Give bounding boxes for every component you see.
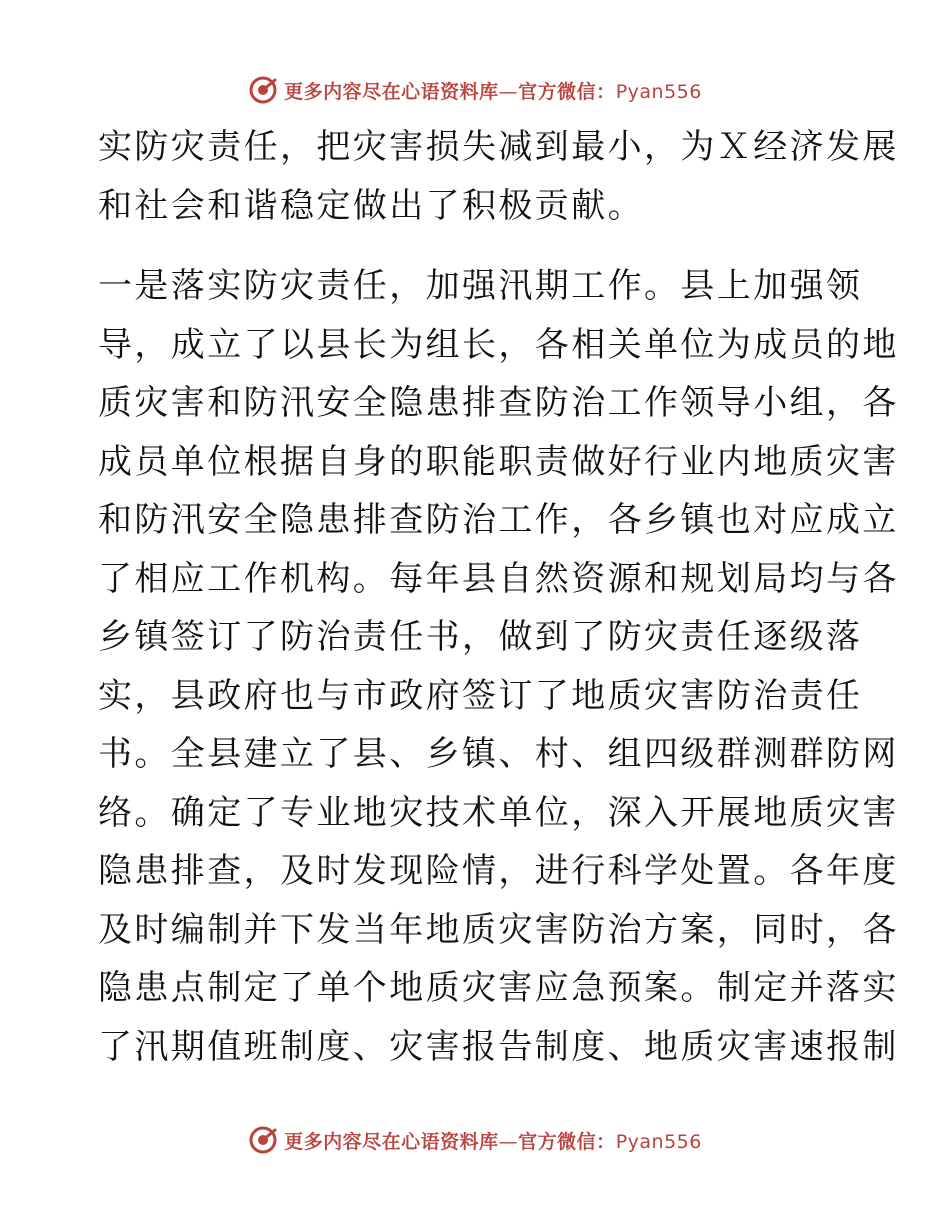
logo-icon [248,75,278,105]
text-line: 书。全县建立了县、乡镇、村、组四级群测群防网 [98,734,899,774]
text-line: 实防灾责任，把灾害损失减到最小，为Ｘ经济发展 [98,127,899,167]
text-line: 和防汛安全隐患排查防治工作，各乡镇也对应成立 [98,500,899,540]
watermark-text: 更多内容尽在心语资料库—官方微信：Pyan556 [284,80,702,103]
paragraph-2 [98,257,899,1076]
text-line: 了汛期值班制度、灾害报告制度、地质灾害速报制 [98,1026,899,1067]
text-line: 及时编制并下发当年地质灾害防治方案，同时，各 [98,909,899,950]
text-line: 隐患点制定了单个地质灾害应急预案。制定并落实 [98,968,899,1008]
logo-icon [248,1125,278,1155]
paragraph-1 [98,118,899,235]
text-line: 一是落实防灾责任，加强汛期工作。县上加强领 [98,266,863,306]
watermark-text: 更多内容尽在心语资料库—官方微信：Pyan556 [284,1130,702,1153]
header-watermark [0,70,950,110]
text-line: 成员单位根据自身的职能职责做好行业内地质灾害 [98,441,899,482]
text-line: 实，县政府也与市政府签订了地质灾害防治责任 [98,675,863,716]
document-body [98,118,899,1076]
text-line: 和社会和谐稳定做出了积极贡献。 [98,185,644,226]
text-line: 质灾害和防汛安全隐患排查防治工作领导小组，各 [98,383,899,423]
text-line: 导，成立了以县长为组长，各相关单位为成员的地 [98,324,899,365]
text-line: 乡镇签订了防治责任书，做到了防灾责任逐级落 [98,617,863,657]
text-line: 隐患排查，及时发现险情，进行科学处置。各年度 [98,851,899,891]
text-line: 了相应工作机构。每年县自然资源和规划局均与各 [98,558,899,599]
footer-watermark [0,1120,950,1160]
text-line: 络。确定了专业地灾技术单位，深入开展地质灾害 [98,792,899,833]
